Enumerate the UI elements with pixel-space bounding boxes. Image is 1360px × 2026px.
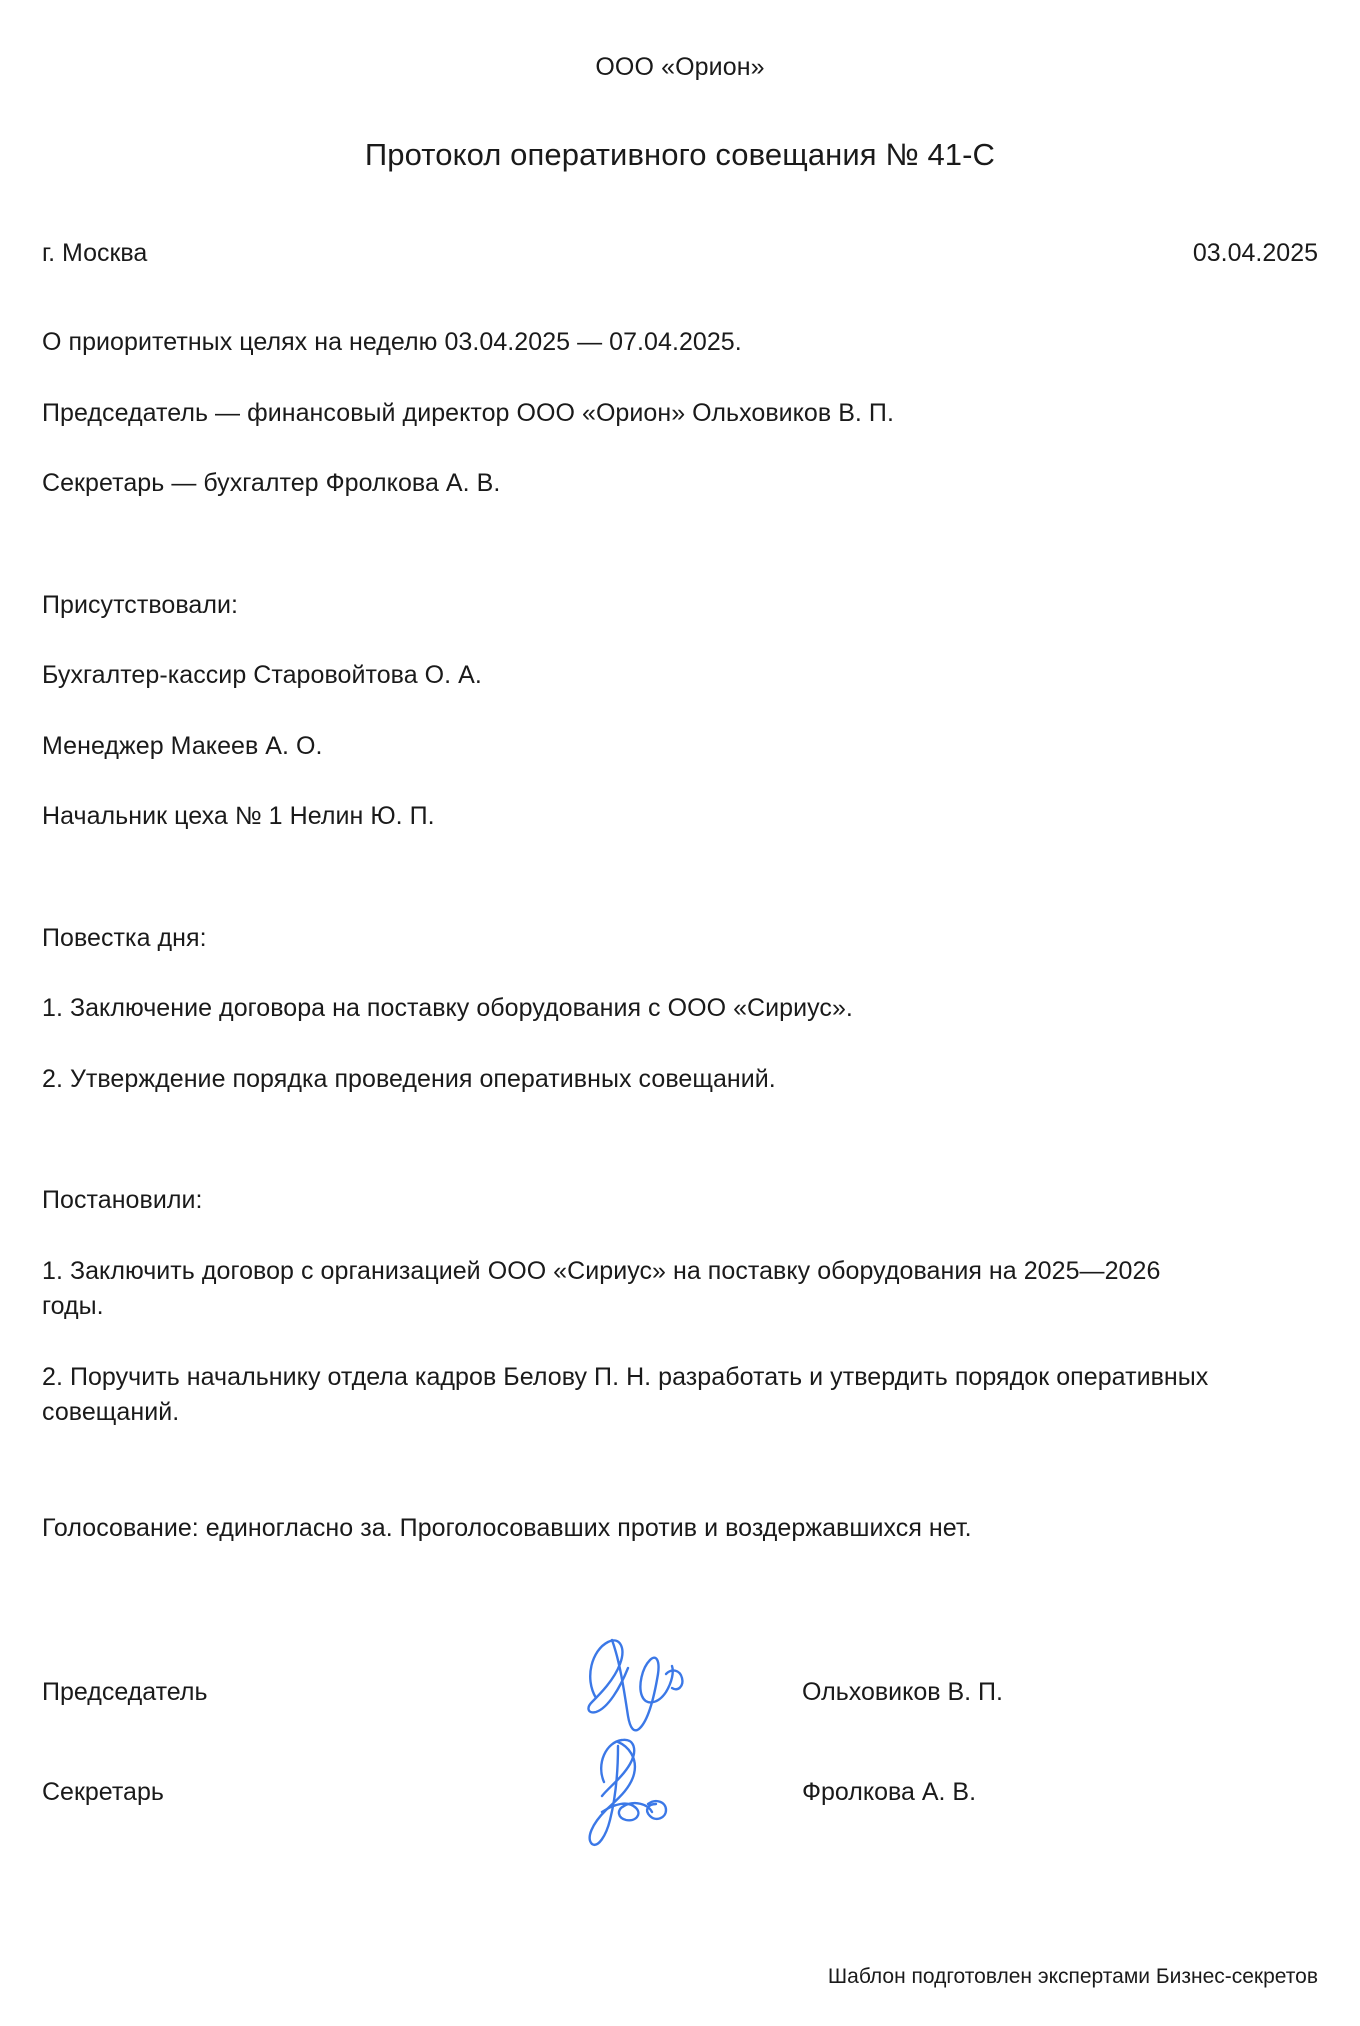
voting-line: Голосование: единогласно за. Проголосовавших против и воздержавшихся нет. bbox=[42, 1513, 972, 1542]
attendee-item: Бухгалтер-кассир Старовойтова О. А. bbox=[42, 661, 482, 690]
place-label: г. Москва bbox=[42, 238, 148, 267]
attendees-heading: Присутствовали: bbox=[42, 590, 239, 619]
document-date: 03.04.2025 bbox=[1192, 238, 1318, 267]
signature-name: Ольховиков В. П. bbox=[802, 1677, 1003, 1706]
signature-row-secretary bbox=[42, 1750, 1318, 1834]
agenda-item: 1. Заключение договора на поставку оборудования с ООО «Сириус». bbox=[42, 994, 853, 1023]
resolution-item: 2. Поручить начальнику отдела кадров Белову П. Н. разработать и утвердить порядок оперативных совещаний. bbox=[42, 1362, 1209, 1427]
footer-note: Шаблон подготовлен экспертами Бизнес-секретов bbox=[827, 1964, 1318, 1988]
signature-name: Фролкова А. В. bbox=[802, 1777, 977, 1806]
place-and-date-row bbox=[42, 237, 1318, 270]
chairman-line: Председатель — финансовый директор ООО «Орион» Ольховиков В. П. bbox=[42, 398, 894, 427]
signature-role-label: Председатель bbox=[42, 1677, 208, 1706]
signature-role-label: Секретарь bbox=[42, 1777, 164, 1806]
attendee-item: Менеджер Макеев А. О. bbox=[42, 731, 323, 760]
organization-name: ООО «Орион» bbox=[595, 53, 765, 81]
signature-frolkova bbox=[562, 1750, 802, 1834]
agenda-item: 2. Утверждение порядка проведения оперативных совещаний. bbox=[42, 1064, 776, 1093]
signature-block bbox=[42, 1650, 1318, 1834]
resolutions-heading: Постановили: bbox=[42, 1186, 203, 1215]
document-title: Протокол оперативного совещания № 41-С bbox=[364, 137, 996, 172]
resolution-item: 1. Заключить договор с организацией ООО «Сириус» на поставку оборудования на 2025—2026 годы. bbox=[42, 1256, 1161, 1321]
subject-line: О приоритетных целях на неделю 03.04.2025 — 07.04.2025. bbox=[42, 328, 742, 357]
document-body bbox=[42, 0, 1318, 2026]
agenda-heading: Повестка дня: bbox=[42, 923, 207, 952]
attendee-item: Начальник цеха № 1 Нелин Ю. П. bbox=[42, 802, 435, 831]
secretary-line: Секретарь — бухгалтер Фролкова А. В. bbox=[42, 469, 501, 498]
